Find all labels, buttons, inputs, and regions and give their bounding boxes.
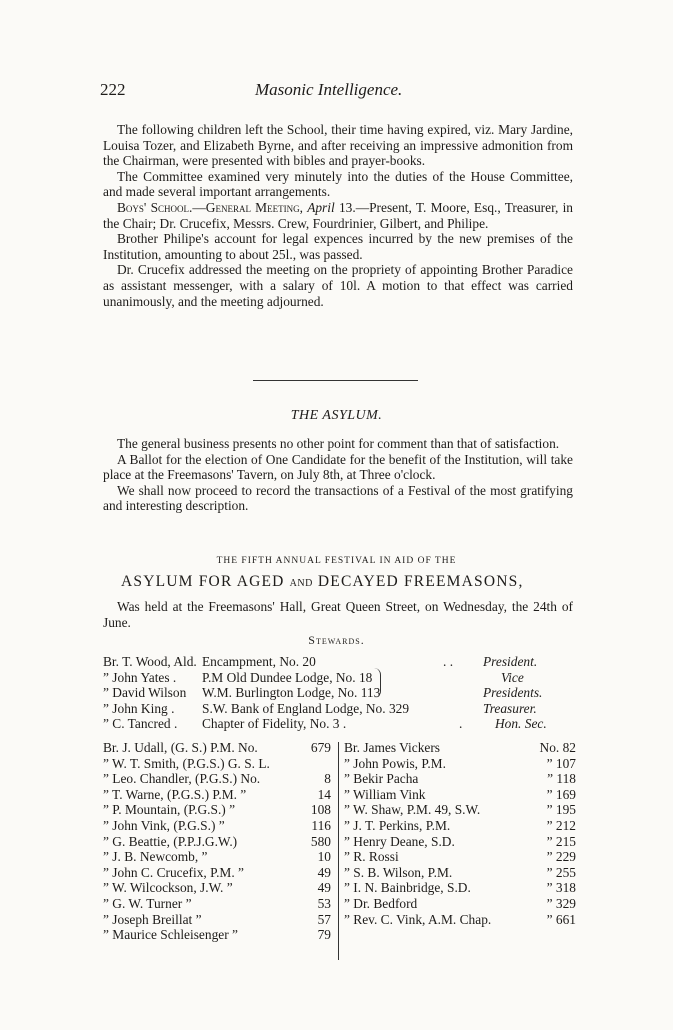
steward-name: ” R. Rossi: [344, 849, 399, 865]
officer-lodge: S.W. Bank of England Lodge, No. 329: [202, 700, 410, 716]
steward-row: [103, 787, 335, 803]
officer-row: [103, 654, 573, 670]
steward-name: ” John Vink, (P.G.S.) ”: [103, 817, 225, 833]
steward-row: [103, 927, 335, 943]
steward-row: [103, 756, 335, 772]
paragraph-boys-school: [103, 200, 573, 231]
steward-lodge-number: 108: [310, 802, 331, 818]
officer-row: [103, 701, 573, 717]
steward-row: [344, 740, 576, 756]
steward-name: ” I. N. Bainbridge, S.D.: [344, 880, 471, 896]
running-title: Masonic Intelligence.: [255, 80, 403, 99]
steward-lodge-number: ” 229: [546, 849, 576, 865]
steward-name: Br. James Vickers: [344, 740, 441, 755]
steward-row: [344, 912, 576, 928]
section-title: THE ASYLUM.: [290, 408, 383, 423]
steward-name: ” Henry Deane, S.D.: [344, 833, 455, 849]
steward-row: [344, 880, 576, 896]
steward-name: ” W. Wilcockson, J.W. ”: [103, 880, 233, 896]
steward-row: [344, 771, 576, 787]
officer-lodge: Chapter of Fidelity, No. 3 .: [202, 716, 347, 732]
officer-dots: .: [459, 716, 463, 732]
steward-lodge-number: ” 107: [546, 755, 576, 771]
officer-name: ” C. Tancred .: [103, 716, 178, 732]
boys-school-heading: Boys' School.—General Meeting,: [117, 199, 303, 215]
steward-lodge-number: 116: [311, 817, 331, 833]
officer-name: ” David Wilson: [103, 685, 187, 701]
steward-lodge-number: 57: [317, 911, 331, 927]
asylum-heading-part2: DECAYED FREEMASONS,: [317, 573, 524, 590]
stewards-left-column: [103, 740, 335, 943]
officer-role: President.: [483, 654, 538, 669]
steward-name: ” William Vink: [344, 786, 426, 802]
steward-row: [344, 834, 576, 850]
steward-row: [344, 896, 576, 912]
paragraph-children: The following children left the School, their time having expired, viz. Mary Jardine, Louisa Tozer, and Elizabeth Byrne, and after receiving an impressive admonition from the Chairman, were presented with bibles and prayer-books.: [103, 122, 573, 169]
steward-lodge-number: 580: [310, 833, 331, 849]
steward-lodge-number: ” 169: [546, 786, 576, 802]
officer-row: [103, 716, 573, 732]
steward-name: ” Rev. C. Vink, A.M. Chap.: [344, 911, 492, 927]
steward-name: ” J. B. Newcomb, ”: [103, 849, 208, 865]
asylum-heading-and: AND: [289, 578, 313, 589]
steward-lodge-number: ” 318: [546, 880, 576, 896]
steward-name: Br. J. Udall, (G. S.) P.M. No.: [103, 740, 258, 755]
steward-row: [103, 880, 335, 896]
officer-name: ” John King .: [103, 700, 175, 716]
steward-lodge-number: ” 255: [546, 864, 576, 880]
steward-name: ” Dr. Bedford: [344, 895, 418, 911]
paragraph-committee: The Committee examined very minutely into the duties of the House Committee, and made several important arrangements.: [103, 168, 573, 200]
steward-name: ” J. T. Perkins, P.M.: [344, 817, 451, 833]
paragraph-held: Was held at the Freemasons' Hall, Great Queen Street, on Wednesday, the 24th of June.: [103, 599, 573, 630]
school-report: [103, 122, 573, 309]
steward-lodge-number: 49: [317, 864, 331, 880]
officer-name: ” John Yates .: [103, 669, 177, 685]
steward-lodge-number: ” 215: [546, 833, 576, 849]
steward-lodge-number: 8: [324, 771, 331, 787]
officer-role: Treasurer.: [483, 700, 537, 716]
steward-name: ” Maurice Schleisenger ”: [103, 927, 238, 943]
paragraph-proceed: We shall now proceed to record the transactions of a Festival of the most gratifying and interesting description.: [103, 482, 573, 514]
officers-table: [103, 654, 573, 732]
steward-name: ” P. Mountain, (P.G.S.) ”: [103, 802, 236, 818]
boys-school-date: April: [307, 199, 335, 215]
steward-row: [344, 818, 576, 834]
steward-row: [344, 865, 576, 881]
steward-name: ” John Powis, P.M.: [344, 755, 446, 771]
steward-lodge-number: 49: [317, 880, 331, 896]
officer-lodge: P.M Old Dundee Lodge, No. 18: [202, 669, 373, 685]
paragraph-philipe: Brother Philipe's account for legal expences incurred by the new premises of the Institution, amounting to about 25l., was passed.: [103, 231, 573, 262]
steward-lodge-number: No. 82: [539, 740, 576, 755]
steward-row: [103, 740, 335, 756]
steward-lodge-number: ” 212: [546, 817, 576, 833]
officer-role: Presidents.: [483, 685, 543, 701]
officer-role: Hon. Sec.: [495, 716, 547, 732]
steward-row: [103, 771, 335, 787]
steward-name: ” W. T. Smith, (P.G.S.) G. S. L.: [103, 755, 270, 771]
officer-row: [103, 670, 573, 686]
steward-lodge-number: ” 329: [546, 895, 576, 911]
steward-lodge-number: 14: [317, 786, 331, 802]
steward-name: ” T. Warne, (P.G.S.) P.M. ”: [103, 786, 247, 802]
stewards-title: Stewards.: [308, 633, 365, 647]
paragraph-general: The general business presents no other point for comment than that of satisfaction.: [117, 436, 560, 451]
steward-name: ” Bekir Pacha: [344, 771, 419, 787]
steward-row: [103, 834, 335, 850]
asylum-heading-part1: ASYLUM FOR AGED: [121, 573, 285, 590]
steward-row: [103, 802, 335, 818]
festival-line: THE FIFTH ANNUAL FESTIVAL IN AID OF THE: [216, 556, 457, 566]
steward-row: [344, 849, 576, 865]
officer-lodge: W.M. Burlington Lodge, No. 113: [202, 685, 381, 701]
steward-name: ” G. Beattie, (P.P.J.G.W.): [103, 833, 238, 849]
steward-row: [103, 865, 335, 881]
officer-lodge: Encampment, No. 20: [202, 654, 316, 669]
steward-lodge-number: 79: [317, 927, 331, 943]
steward-name: ” G. W. Turner ”: [103, 895, 192, 911]
steward-lodge-number: ” 118: [547, 771, 576, 787]
page-header: [100, 80, 570, 104]
asylum-report: [103, 436, 573, 514]
steward-lodge-number: 53: [317, 895, 331, 911]
page-number: 222: [100, 80, 126, 99]
boys-school-text: 13.—Present, T. Moore, Esq., Treasurer, in the Chair; Dr. Crucefix, Messrs. Crew, Fourdrinier, Gilbert, and Philipe.: [103, 199, 574, 231]
vice-president-brace: [374, 668, 381, 698]
section-divider: [253, 380, 418, 381]
column-divider: [338, 742, 339, 960]
officer-role: Vice: [501, 669, 524, 685]
steward-name: ” W. Shaw, P.M. 49, S.W.: [344, 802, 481, 818]
steward-name: ” S. B. Wilson, P.M.: [344, 864, 453, 880]
steward-name: ” John C. Crucefix, P.M. ”: [103, 864, 244, 880]
steward-row: [103, 912, 335, 928]
steward-lodge-number: 679: [310, 740, 331, 755]
steward-row: [103, 896, 335, 912]
steward-lodge-number: ” 661: [546, 911, 576, 927]
steward-lodge-number: ” 195: [546, 802, 576, 818]
officer-dots: . .: [443, 654, 454, 669]
steward-row: [344, 756, 576, 772]
steward-name: ” Joseph Breillat ”: [103, 911, 202, 927]
steward-row: [344, 802, 576, 818]
paragraph-crucefix: Dr. Crucefix addressed the meeting on the propriety of appointing Brother Paradice as assistant messenger, with a salary of 10l. A motion to that effect was carried unanimously, and the meeting adjourned.: [103, 262, 573, 309]
asylum-heading: [121, 573, 524, 591]
paragraph-ballot: A Ballot for the election of One Candidate for the benefit of the Institution, will take place at the Freemasons' Tavern, on July 8th, at Three o'clock.: [103, 451, 573, 483]
officer-name: Br. T. Wood, Ald.: [103, 654, 197, 669]
festival-intro: [103, 599, 573, 630]
officer-row: [103, 685, 573, 701]
steward-lodge-number: 10: [317, 849, 331, 865]
stewards-right-column: [344, 740, 576, 927]
steward-row: [103, 849, 335, 865]
steward-row: [344, 787, 576, 803]
steward-name: ” Leo. Chandler, (P.G.S.) No.: [103, 771, 261, 787]
steward-row: [103, 818, 335, 834]
